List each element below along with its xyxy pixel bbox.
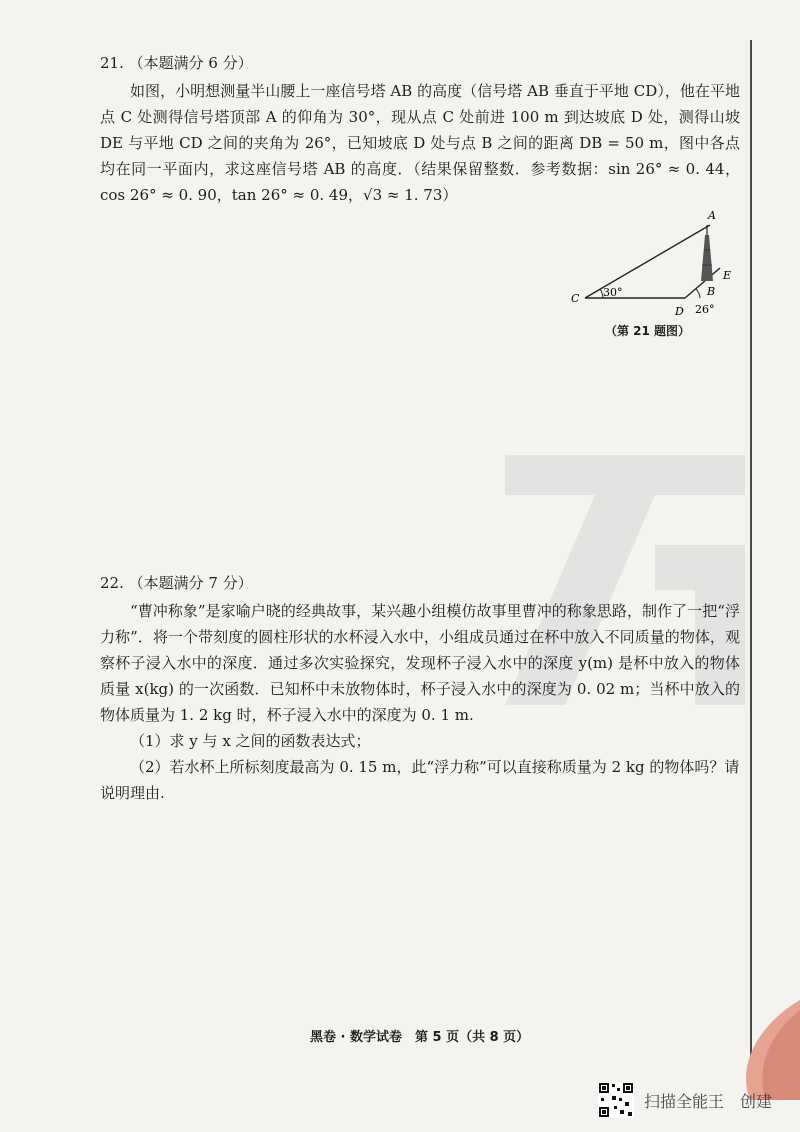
question-22-body: “曹冲称象”是家喻户晓的经典故事，某兴趣小组模仿故事里曹冲的称象思路，制作了一把“浮力称”．将一个带刻度的圆柱形状的水杯浸入水中，小组成员通过在杯中放入不同质量的物体，观察杯子浸入水中的深度．通过多次实验探究，发现杯子浸入水中的深度 y(m) 是杯中放入的物体质量 x(kg) 的一次函数．已知杯中未放物体时，杯子浸入水中的深度为 0. 02 m；当杯中放入的物体质量为 1. 2 kg 时，杯子浸入水中的深度为 0. 1 m. bbox=[100, 602, 740, 724]
tower-shape bbox=[701, 235, 713, 281]
question-22-part-1: （1）求 y 与 x 之间的函数表达式； bbox=[130, 732, 371, 750]
label-e: E bbox=[723, 269, 732, 282]
question-22-part-2: （2）若水杯上所标刻度最高为 0. 15 m，此“浮力称”可以直接称质量为 2 kg 的物体吗？请说明理由. bbox=[100, 758, 740, 802]
question-22-title: 22. （本题满分 7 分） bbox=[100, 574, 253, 592]
question-21-title: 21. （本题满分 6 分） bbox=[100, 54, 253, 72]
angle-arc-d bbox=[696, 289, 700, 298]
scanner-credit bbox=[598, 1080, 800, 1120]
scanner-app-label: 扫描全能王 创建 bbox=[644, 1091, 773, 1111]
label-b: B bbox=[707, 285, 716, 298]
question-21 bbox=[100, 50, 740, 208]
page-footer: 黑卷 · 数学试卷 第 5 页（共 8 页） bbox=[310, 1030, 530, 1045]
angle-label-d: 26° bbox=[695, 303, 715, 316]
angle-label-c: 30° bbox=[603, 286, 623, 299]
page-edge-line bbox=[750, 40, 752, 1060]
label-a: A bbox=[708, 209, 716, 222]
figure-21-caption: （第 21 题图） bbox=[605, 324, 691, 338]
label-d: D bbox=[675, 305, 684, 318]
qr-code-icon bbox=[598, 1082, 634, 1118]
question-22 bbox=[100, 570, 740, 806]
label-c: C bbox=[571, 292, 580, 305]
question-21-body: 如图，小明想测量半山腰上一座信号塔 AB 的高度（信号塔 AB 垂直于平地 CD），他在平地点 C 处测得信号塔顶部 A 的仰角为 30°，现从点 C 处前进 100 m 到达坡底 D 处，测得山坡 DE 与平地 CD 之间的夹角为 26°，已知坡底 D 处与点 B 之间的距离 DB = 50 m，图中各点均在同一平面内，求这座信号塔 AB 的高度．（结果保留整数．参考数据：sin 26° ≈ 0. 44，cos 26° ≈ 0. 90，tan 26° ≈ 0. 49，√3 ≈ 1. 73） bbox=[100, 82, 740, 204]
